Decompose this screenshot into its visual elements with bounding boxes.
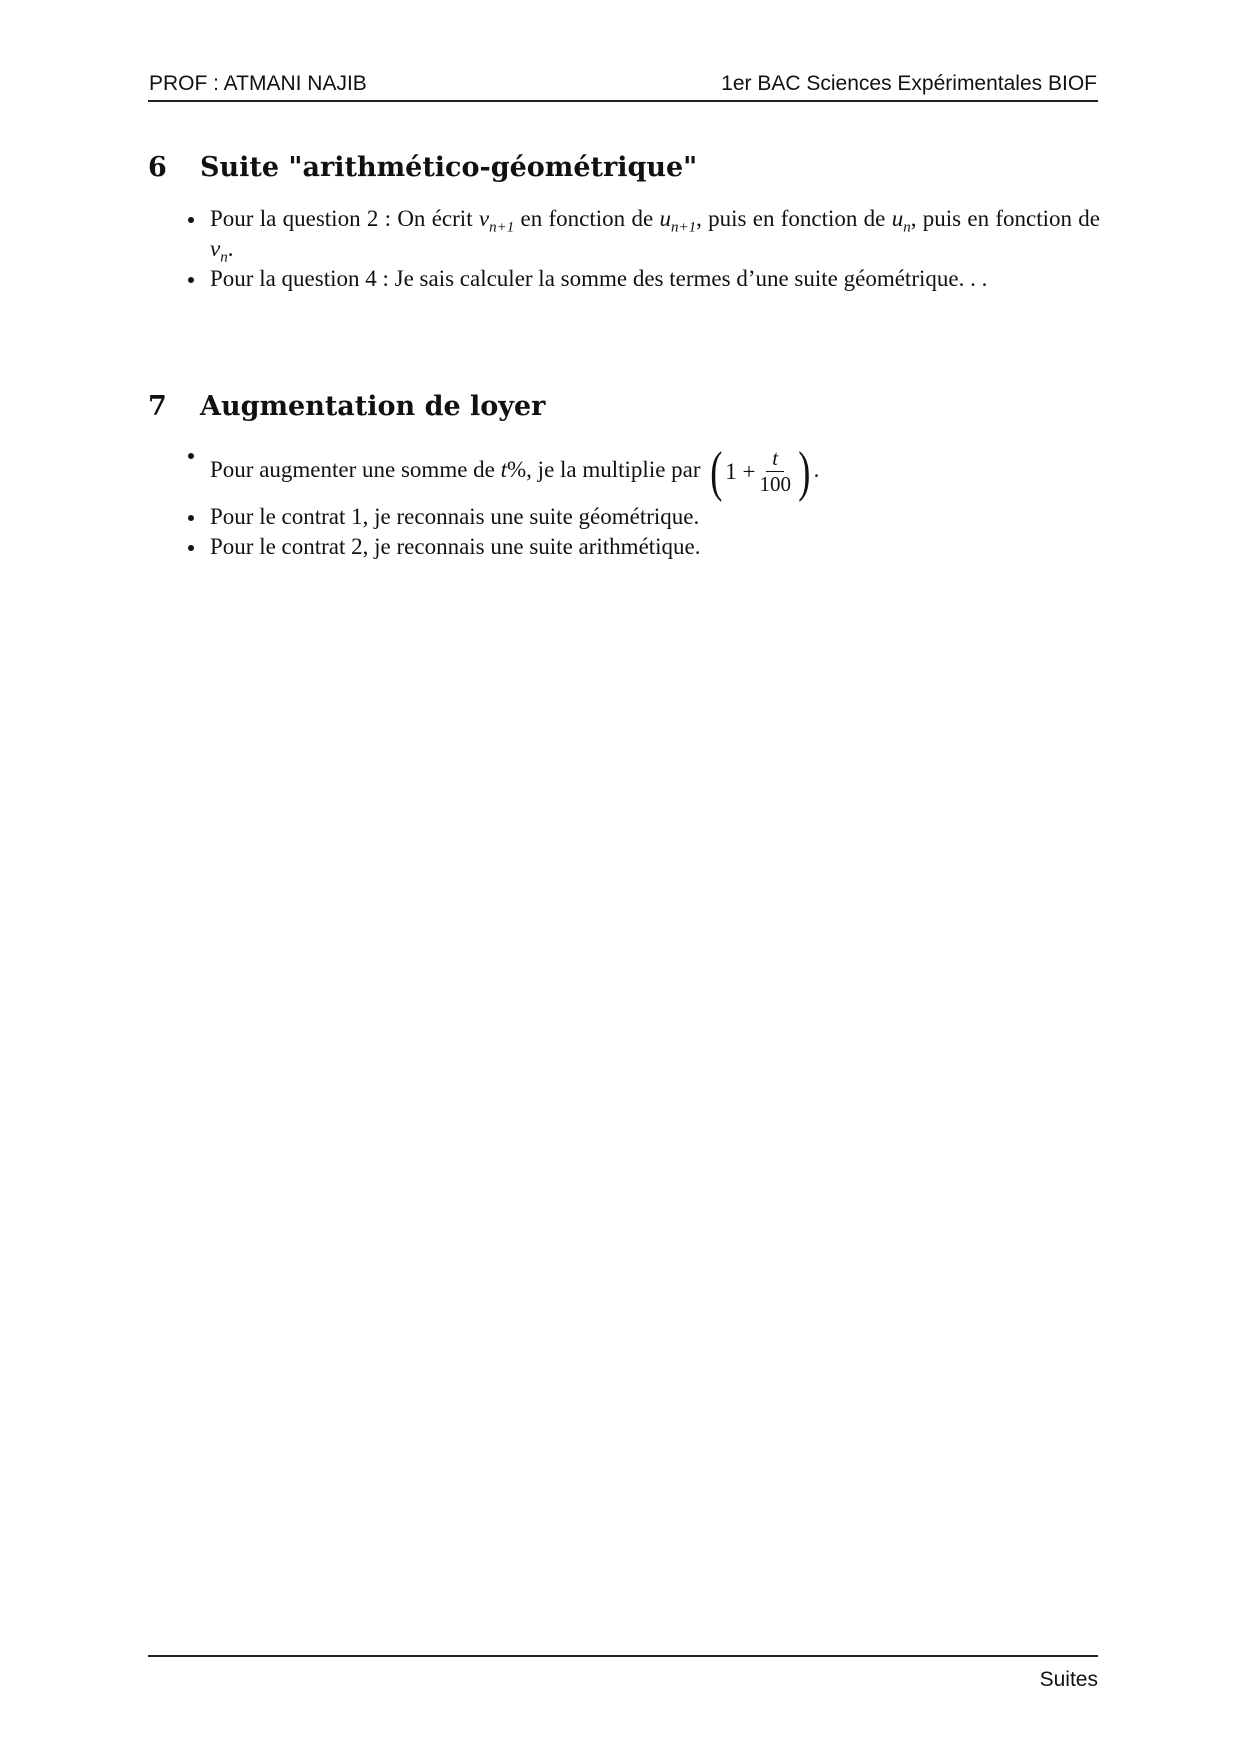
text-fragment: %, je la multiplie par: [507, 457, 701, 482]
header-course: 1er BAC Sciences Expérimentales BIOF: [721, 72, 1097, 95]
footer-title: Suites: [1039, 1668, 1098, 1691]
fraction: [759, 446, 791, 497]
section-7-title: [148, 391, 545, 422]
text-fragment: Pour augmenter une somme de: [210, 457, 501, 482]
header-author: PROF : ATMANI NAJIB: [149, 72, 367, 95]
list-item: Pour le contrat 2, je reconnais une suite arithmétique.: [184, 532, 1100, 562]
list-item: [184, 204, 1100, 264]
list-item: Pour la question 4 : Je sais calculer la somme des termes d’une suite géométrique. . .: [184, 264, 1100, 294]
section-7-title-text: Augmentation de loyer: [200, 391, 546, 422]
math-sub: n: [903, 219, 911, 236]
fraction-denominator: 100: [759, 472, 791, 497]
footer-rule: [148, 1655, 1098, 1657]
formula: ( 1 + $\frac{t}{100}$ ): [709, 440, 811, 503]
text-fragment: Pour la question 2 : On écrit: [210, 206, 479, 231]
text-fragment: .: [227, 236, 234, 261]
fraction-numerator: t: [766, 446, 784, 472]
math-v: v: [210, 236, 221, 261]
formula-one-plus: 1 +: [725, 458, 756, 484]
math-t: t: [500, 457, 508, 482]
section-6-number: 6: [148, 152, 167, 183]
math-u: u: [891, 206, 904, 231]
section-6-list: [184, 204, 1100, 294]
section-7-number: 7: [148, 391, 167, 422]
section-7-list: [184, 440, 1100, 562]
text-fragment: en fonction de: [514, 206, 660, 231]
list-item: [184, 440, 1100, 502]
page-header: [148, 70, 1098, 102]
text-fragment: , puis en fonction de: [910, 206, 1100, 231]
math-sub: n: [220, 249, 228, 266]
text-fragment: .: [813, 457, 820, 482]
section-6-title: [148, 152, 697, 183]
text-fragment: , puis en fonction de: [696, 206, 892, 231]
math-sub: n+1: [489, 219, 515, 236]
math-sub: n+1: [670, 219, 697, 236]
section-6-title-text: Suite "arithmético-géométrique": [200, 152, 698, 183]
list-item: Pour le contrat 1, je reconnais une suite géométrique.: [184, 502, 1100, 532]
math-v: v: [478, 206, 490, 231]
math-u: u: [659, 206, 671, 231]
